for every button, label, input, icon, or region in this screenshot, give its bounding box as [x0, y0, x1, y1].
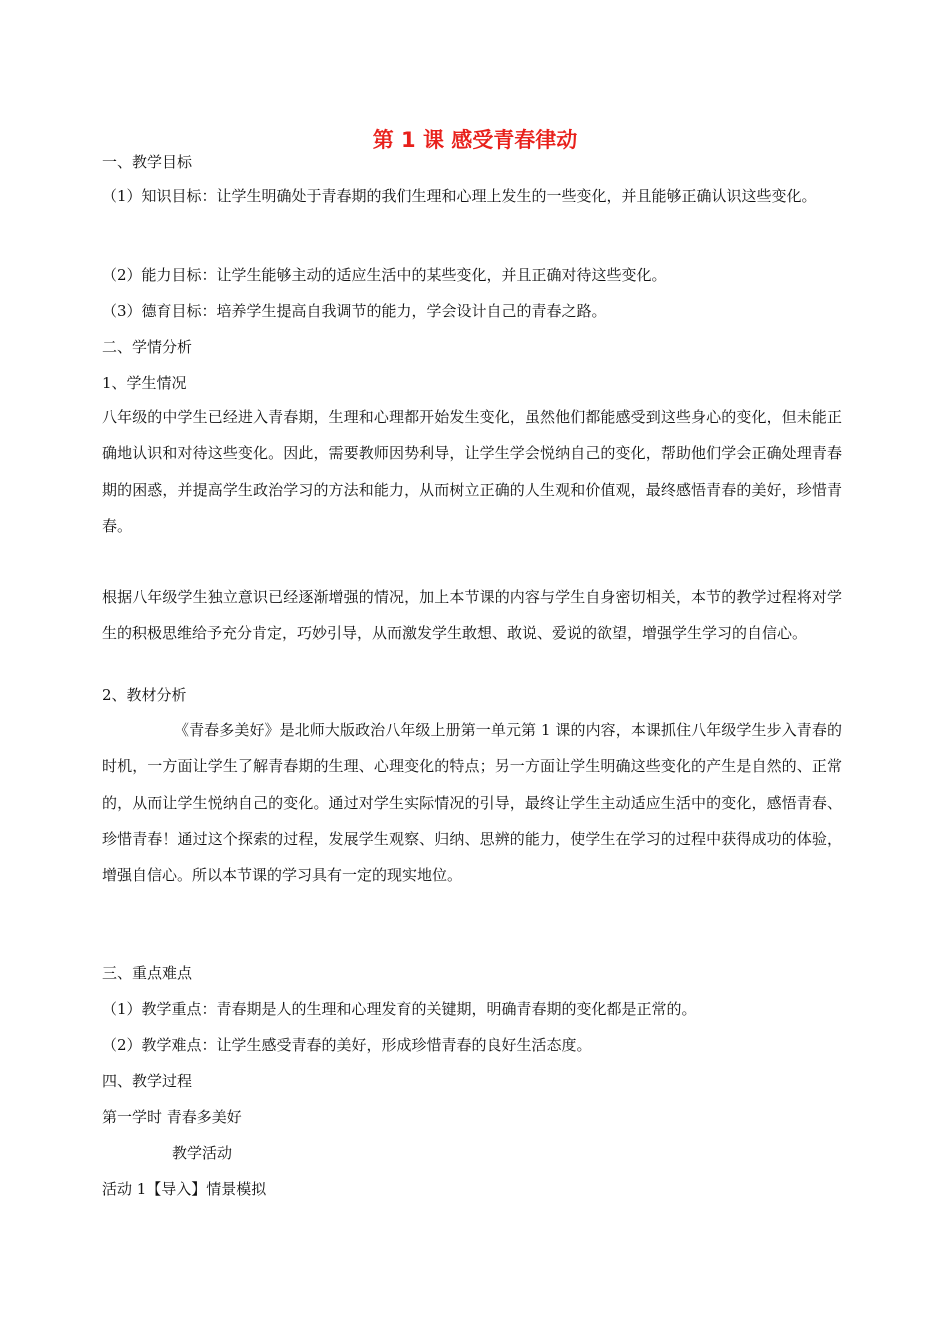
textbook-paragraph	[102, 712, 842, 893]
students-paragraph-1	[102, 399, 842, 544]
difficult-point: （2）教学难点：让学生感受青春的美好，形成珍惜青春的良好生活态度。	[102, 1036, 592, 1054]
document-title: 第 1 课 感受青春律动	[372, 128, 578, 152]
activity-1: 活动 1【导入】情景模拟	[102, 1180, 267, 1198]
section-heading-analysis: 二、学情分析	[102, 338, 193, 356]
key-point: （1）教学重点：青春期是人的生理和心理发育的关键期，明确青春期的变化都是正常的。	[102, 1000, 697, 1018]
section-heading-objectives: 一、教学目标	[102, 153, 193, 171]
subheading-students: 1、学生情况	[102, 374, 187, 392]
section-heading-keypoints: 三、重点难点	[102, 964, 193, 982]
goal-moral: （3）德育目标：培养学生提高自我调节的能力，学会设计自己的青春之路。	[102, 302, 607, 320]
students-paragraph-1-text: 八年级的中学生已经进入青春期，生理和心理都开始发生变化，虽然他们都能感受到这些身心的变化，但未能正确地认识和对待这些变化。因此，需要教师因势利导，让学生学会悦纳自己的变化，帮助他们学会正确处理青春期的困惑，并提高学生政治学习的方法和能力，从而树立正确的人生观和价值观，最终感悟青春的美好，珍惜青春。	[102, 408, 842, 535]
section-heading-process: 四、教学过程	[102, 1072, 193, 1090]
students-paragraph-2	[102, 579, 842, 652]
goal-knowledge	[102, 178, 842, 214]
textbook-paragraph-text: 《青春多美好》是北师大版政治八年级上册第一单元第 1 课的内容，本课抓住八年级学生步入青春的时机，一方面让学生了解青春期的生理、心理变化的特点；另一方面让学生明确这些变化的产生是自然的、正常的，从而让学生悦纳自己的变化。通过对学生实际情况的引导，最终让学生主动适应生活中的变化，感悟青春、珍惜青春！通过这个探索的过程，发展学生观察、归纳、思辨的能力，使学生在学习的过程中获得成功的体验，增强自信心。所以本节课的学习具有一定的现实地位。	[102, 721, 842, 885]
activity-heading: 教学活动	[172, 1144, 233, 1162]
students-paragraph-2-text: 根据八年级学生独立意识已经逐渐增强的情况，加上本节课的内容与学生自身密切相关，本节的教学过程将对学生的积极思维给予充分肯定，巧妙引导，从而激发学生敢想、敢说、爱说的欲望，增强学生学习的自信心。	[102, 588, 842, 643]
lesson-period-1: 第一学时 青春多美好	[102, 1108, 242, 1126]
subheading-textbook: 2、教材分析	[102, 686, 187, 704]
goal-ability: （2）能力目标：让学生能够主动的适应生活中的某些变化，并且正确对待这些变化。	[102, 266, 667, 284]
goal-knowledge-text: （1）知识目标：让学生明确处于青春期的我们生理和心理上发生的一些变化，并且能够正确认识这些变化。	[102, 187, 817, 205]
